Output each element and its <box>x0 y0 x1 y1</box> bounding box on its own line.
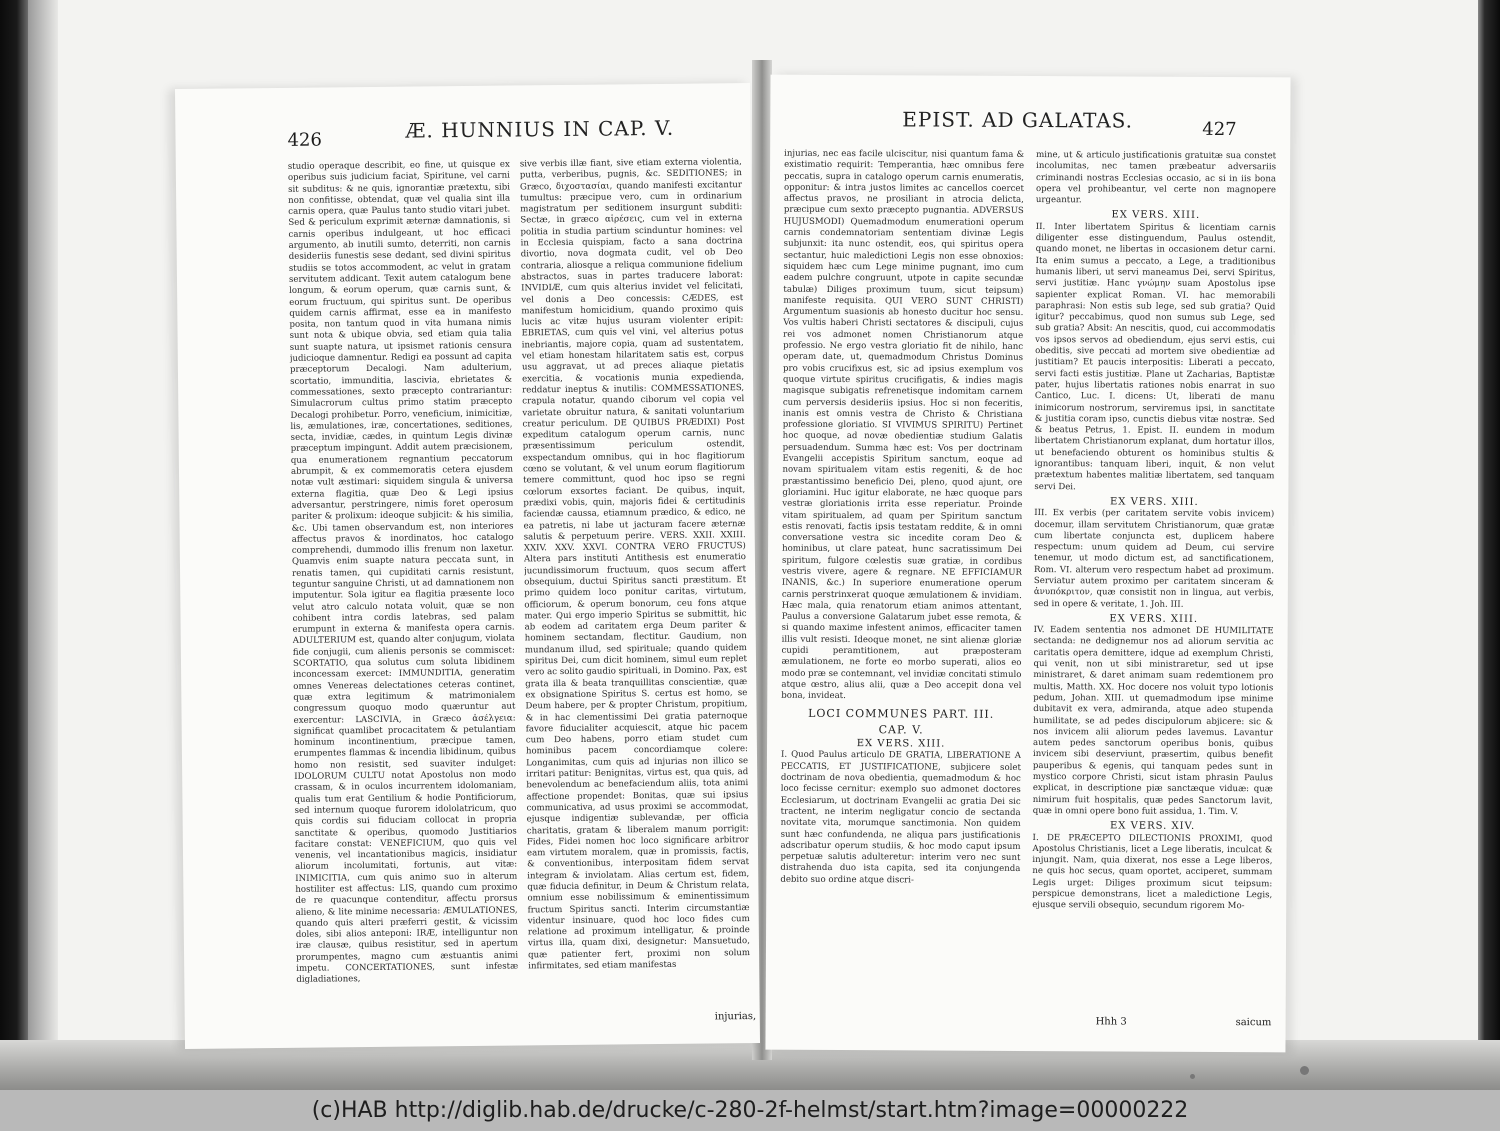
section-text-3: IV. Eadem sententia nos admonet DE HUMILITATE sectanda: ne dedignemur nos ad aliorum servitia ac caritatis opera demittere, idque ad exemplum Christi, qui venit, non ut sibi ministraretur, sed ut ipse ministraret, & daret animam suam redemtionem pro multis, Matth. XX. Hoc docere nos voluit typo lotionis pedum, Johan. XIII. ut quemadmodum ipse minime dubitavit ex vera, admiranda, atque adeo stupenda humilitate, se ad pedes discipulorum abjicere: sic & nos invicem alii aliorum pedes lavemus. Lavantur autem pedes sanctorum operibus bonis, quibus invicem sibi deserviunt, præsertim, quibus benefit pauperibus & egenis, qui tanquam pedes sunt in mystico corpore Christi, sicut istam phrasin Paulus explicat, in descriptione piæ sanctæque viduæ: quæ nimirum fuit hospitalis, quæ pedes Sanctorum lavit, quæ in omni opere bono fuit assidua, 1. Tim. V. <box>1032 625 1274 818</box>
scan-speck <box>1190 1074 1195 1079</box>
section-heading-2: EX VERS. XIII. <box>1109 496 1199 508</box>
scanner-edge-right <box>1478 0 1500 1090</box>
scanner-edge-left <box>0 0 28 1090</box>
right-column-2 <box>1032 150 1276 1011</box>
section-heading-3: EX VERS. XIII. <box>1109 613 1199 625</box>
right-column-1 <box>780 149 1025 1040</box>
right-page-number: 427 <box>1202 118 1237 141</box>
right-col1-text: injurias, nec eas facile ulciscitur, nisi quantum fama & existimatio requirit: Temperantia, hæc omnibus fere peccatis, supra in catalogo operum carnis enumeratis, opponitur: & intra justos limites ac cancellos coercet affectus pravos, ne prosiliant in atrocia delicta, præcipue cum sexto præcepto pugnantia. ADVERSUS HUJUSMODI) Quemadmodum enumerationi operum carnis condemnatoriam sententiam divinæ Legis subjunxit: ita nunc ostendit, eos, qui spiritus opera sectantur, huic maledictioni Legis non esse obnoxios: siquidem hæc cum Lege minime pugnant, imo cum eadem pulchre congruunt, utpote in capite secundæ tabulæ) Diliges proximum tuum, sicut teipsum) manifeste requisita. QUI VERO SUNT CHRISTI) Argumentum suasionis ab honesto ducitur hoc sensu. Vos vultis haberi Christi sectatores & discipuli, cujus rei vos admonet nomen Christianorum atque professio. Ne ergo vestra gloriatio fit de nihilo, hanc operam date, ut, quemadmodum Christus Dominus pro vobis crucifixus est, sic ad ipsius exemplum vos quoque virtute spiritus crucifigatis, & indies magis magisque subigatis refrenetisque indomitam carnem cum perversis desideriis ipsius. Hoc si non feceritis, inanis est omnis vestra de Christo & Christiana professione gloriatio. SI VIVIMUS SPIRITU) Pertinet hoc quoque, ad novæ obedientiæ studium Galatis persuadendum. Summa hæc est: Vos per doctrinam Evangelii accepistis Spiritum sanctum, eoque ad novam spiritualem vitam estis regeniti, & de hoc præstantissimo beneficio Dei, pleno, quod ajunt, ore gloriamini. Huc igitur elaborate, ne hæc quoque pars vestræ gloriationis irrita esse reperiatur. Proinde vitam spiritualem, ad quam per Spiritum sanctum estis renovati, factis ipsis testatam reddite, & in omni conversatione vestra sic incedite coram Deo & hominibus, ut clare pateat, hunc sacratissimum Dei spiritum, fulgore cœlestis suæ gratiæ, in cordibus vestris vivere, agere & regnare. NE EFFICIAMUR INANIS, &c.) In superiore enumeratione operum carnis perstrinxerat quoque æmulationem & invidiam. Hæc mala, quia renatorum etiam animos attentant, Paulus a conversione Galatarum jubet esse remota, & si quando maxime infestent animos, efficaciter tamen illis vult resisti. Ideoque monet, ne sint alienæ gloriæ cupidi peramtitionem, aut præposteram æmulationem, ne forte eo morbo superati, alios eo modo præ se contemnant, vel invidiæ concitati stimulo atque œstro, alius alii, quæ a Deo accepit dona vel bona, invideat. <box>781 148 1025 702</box>
loci-part-heading: LOCI COMMUNES PART. III. <box>808 706 995 721</box>
right-page <box>765 75 1290 1053</box>
section-text-4: I. DE PRÆCEPTO DILECTIONIS PROXIMI, quod Apostolus Christianis, licet a Lege liberatis, inculcat & injungit. Nam, quia dixerat, nos esse a Lege liberos, ne quis hoc secus, quam oportet, acciperet, summam Legis urget: Diliges proximum sicut teipsum: perspicue demonstrans, licet a maledictione Legis, ejusque servili obsequio, secundum rigorem Mo- <box>1032 832 1273 912</box>
right-col2-top-text: mine, ut & articulo justificationis gratuitæ sua constet incolumitas, nec tamen præbeatur adversariis criminandi nostras Ecclesias occasio, ac si in iis bona opera vel prohibeantur, vel certe non magnopere urgeantur. <box>1035 150 1277 206</box>
section-heading-1: EX VERS. XIII. <box>1111 209 1201 222</box>
left-col1-text: studio operaque describit, eo fine, ut quisque ex operibus suis judicium faciat, Spiritune, vel carni sit subditus: & ne quis, ignorantiæ prætextu, sibi non confitisse, obtendat, quæ vel qualia sint illa carnis opera, quæ Paulus tanto studio vitari jubet. Sed & periculum exprimit æternæ damnationis, si carnis operibus indulgeant, ut hoc efficaci argumento, ab inutili sumto, deterriti, non carnis desideriis funestis sese dedant, sed divini spiritus studiis se totos accommodent, ac velut in gratam servitutem addicant. Texit autem catalogum bene longum, & eorum operum, quæ carnis sunt, & eorum fructuum, qui spiritus sunt. De operibus quidem carnis affirmat, esse ea in manifesto posita, non tantum quod in vita humana nimis sunt nota & ubique obvia, sed etiam quia talia sunt suapte natura, ut ipsismet rationis censura judicioque damnentur. Redigi ea possunt ad capita præceptorum Decalogi. Nam adulterium, scortatio, immunditia, lascivia, ebrietates & commessationes, sexto præcepto contrariantur: Simulacrorum cultus primo statim præcepto Decalogi prohibetur. Porro, veneficium, inimicitiæ, lis, æmulationes, iræ, concertationes, seditiones, secta, invidiæ, cædes, in quintum Legis divinæ præceptum impingunt. Addit autem præcisionem, qua enumerationem regnantium peccatorum abrumpit, & ex commemoratis cetera ejusdem notæ vult æstimari: siquidem singula & universa externa flagitia, quæ Deo & Legi ipsius adversantur, perstringere, nimis foret operosum pariter & prolixum: ideoque subjicit: & his similia, &c. Ubi tamen observandum est, non interiores affectus pravos & inordinatos, hoc catalogo comprehendi, dummodo illis frenum non laxetur. Quamvis enim suapte natura peccata sunt, in renatis tamen, qui cupiditati carnis resistunt, teguntur sanguine Christi, ut ad damnationem non imputentur. Sola igitur ea flagitia præsente loco velut atro calculo notata voluit, quæ se non cohibent intra cordis latebras, sed palam erumpunt in externa & manifesta opera carnis. ADULTERIUM est, quando alter conjugum, violata fide conjugii, cum alienis personis se commiscet: SCORTATIO, qua solutus cum soluta libidinem inconcessam exercet: IMMUNDITIA, generatim omnes Venereas delectationes ceteras continet, quæ extra legitimum & matrimonialem congressum quoquo modo quæruntur aut exercentur: LASCIVIA, in Græco ἀσέλγεια: significat quamlibet procacitatem & petulantiam hominum incontinentium, præcipue tamen, erumpentes flammas & incendia libidinum, quibus homo non resistit, sed suaviter indulget: IDOLORUM CULTU notat Apostolus non modo crassam, & in oculos incurrentem idolomaniam, qualis tum erat Gentilium & hodie Pontificiorum, sed internum quoque furorem idololatricum, quo quis cordis sui fiduciam collocat in propria sanctitate & operibus, quomodo Justitiarios facitare constat: VENEFICIUM, quo quis vel venenis, vel incantationibus magicis, insidiatur aliorum incolumitati, fortunis, aut vitæ: INIMICITIA, cum quis animo suo in alterum hostiliter est affectus: LIS, quando cum proximo de re quacunque contenditur, affectu prorsus alieno, & lite minime necessaria: ÆMULATIONES, quando quis alteri præferri gestit, & vicissim doles, sibi alios anteponi: IRÆ, intelliguntur non iræ clausæ, quibus resistitur, sed in apertum prorumpentes, magno cum æstuantis animi impetu. CONCERTATIONES, sunt infestæ digladiationes, <box>287 159 519 986</box>
right-col1-bottom-text: I. Quod Paulus articulo DE GRATIA, LIBERATIONE A PECCATIS, ET JUSTIFICATIONE, subjicere solet doctrinam de nova obedientia, quemadmodum & hoc loco fecisse cernitur: exemplo suo admonet doctores Ecclesiarum, ut doctrinam Evangelii ac gratia Dei sic tractent, ne interim negligatur concio de sectanda novitate vita, morumque sanctimonia. Non quidem sunt hæc confundenda, ne aliqua pars justificationis adscribatur operum studiis, & hoc modo caput ipsum perpetuæ salutis adulteretur: interim vero nec sunt distrahenda duo ista capita, sed ita conjungenda debito suo ordine atque discri- <box>780 750 1022 886</box>
cap-heading: CAP. V. <box>878 723 924 737</box>
section-text-1: II. Inter libertatem Spiritus & licentiam carnis diligenter esse distinguendum, Paulus ostendit, quando monet, ne libertas in occasionem detur carni. Ita enim sumus a peccato, a Lege, a traditionibus humanis liberi, ut servi maneamus Dei, servi Spiritus, servi justitiæ. Hanc γνώμην suam Apostolus ipse sapienter explicat Roman. VI. hac memorabili paraphrasi: Non estis sub lege, sed sub gratia? Quid igitur? peccabimus, quod non sumus sub Lege, sed sub gratia? Absit: An nescitis, quod, cui accommodatis vos ipsos servos ad obediendum, ejus servi estis, cui obeditis, sive peccati ad mortem sive obedientiæ ad justitiam? Et paucis interpositis: Liberati a peccato, servi facti estis justitiæ. Plane ut Zacharias, Baptistæ pater, hujus libertatis rationes nobis enarrat in suo Cantico, Luc. I. dicens: Ut, liberati de manu inimicorum nostrorum, serviremus ipsi, in sanctitate & justitia coram ipso, cunctis diebus vitæ nostræ. Sed & beatus Petrus, 1. Epist. II. eundem in modum libertatem Christianorum explanat, dum hortatur illos, ut benefaciendo obturent os hominibus stultis & ignorantibus: tanquam liberi, inquit, & non velut prætextum habentes malitiæ libertatem, sed tanquam servi Dei. <box>1034 221 1276 492</box>
left-column-1 <box>288 160 519 1028</box>
right-catchword: saicum <box>1235 1017 1272 1029</box>
section-text-2: III. Ex verbis (per caritatem servite vobis invicem) docemur, illam servitutem Christianorum, quæ gratæ cum libertate conjuncta est, duplicem habere respectum: unum quidem ad Deum, cui servire tenemur, ut modo dictum est, ad sanctificationem, Rom. VI. alterum vero respectum habet ad proximum. Serviatur autem proximo per caritatem sinceram & ἀνυπόκριτον, quæ consistit non in lingua, aut verbis, sed in opere & veritate, 1. Joh. III. <box>1033 508 1275 610</box>
right-running-head: EPIST. AD GALATAS. <box>902 107 1134 133</box>
signature-mark: Hhh 3 <box>1095 1016 1127 1028</box>
left-catchword: injurias, <box>714 1011 757 1023</box>
vers-heading: EX VERS. XIII. <box>856 738 946 750</box>
left-page <box>175 83 760 1049</box>
footer-attribution: (c)HAB http://diglib.hab.de/drucke/c-280-2f-helmst/start.htm?image=00000222 <box>311 1098 1189 1123</box>
scan-speck <box>1300 1066 1309 1075</box>
scanner-shadow-left <box>28 0 58 1090</box>
left-column-2 <box>520 157 751 1011</box>
left-page-number: 426 <box>287 129 323 151</box>
left-col2-text: sive verbis illæ fiant, sive etiam externa violentia, putta, verberibus, pugnis, &c. SEDITIONES; in Græco, διχοστασίαι, quando manifesti excitantur tumultus: præcipue vero, cum in ordinarium magistratum per seditionem insurgunt subditi: Sectæ, in græco αἱρέσεις, cum vel in externa politia in studia partium scinduntur homines: vel in Ecclesia quispiam, facto a sana doctrina divortio, nova dogmata cudit, vel ob Deo contraria, aliosque a reliqua communione fidelium abstractos, suas in partes traducere laborat: INVIDIÆ, cum quis alterius invidet vel felicitati, vel donis a Deo concessis: CÆDES, est manifestum homicidium, quando proximo quis lucis ac vitæ hujus usuram violenter eripit: EBRIETAS, cum quis vel vini, vel alterius potus inebriantis, majore copia, quam ad sustentatem, vel etiam honestam hilaritatem satis est, corpus usu aggravat, ut ad preces aliaque pietatis exercitia, & vocationis munia expedienda, reddatur ineptus & inutilis: COMMESSATIONES, crapula notatur, quando ciborum vel copia vel varietate obruitur natura, & sanitati voluntarium creatur periculum. DE QUIBUS PRÆDIXI) Post expeditum catalogum operum carnis, nunc præsentissimum periculum ostendit, exspectandum omnibus, qui in hoc flagitiorum cœno se volutant, & vel unum eorum flagitiorum temere committunt, quod hoc ipso se regni cœlorum exsortes faciant. De quibus, inquit, prædixi vobis, quin, majoris fidei & certitudinis faciendæ caussa, etiamnum prædico, & edico, ne ea patretis, ni labe ut jacturam facere æternæ salutis & perpetuum perire. VERS. XXII. XXIII. XXIV. XXV. XXVI. CONTRA VERO FRUCTUS) Altera pars instituti Antithesis est enumeratio jucundissimorum fructuum, quos secum affert obsequium, ductui Spiritus sancti præstitum. Et primo quidem loco ponitur caritas, virtutum, officiorum, & operum bonorum, ceu fons atque mater. Qui ergo imperio Spiritus se submittit, hic ab eodem ad caritatem erga Deum pariter & hominem sectandam, flectitur. Gaudium, non mundanum illud, sed spirituale; quando quidem spiritus Dei, cum dicit hominem, simul eum replet vero ac solito gaudio spirituali, in Domino. Pax, est grata illa & beata tranquillitas conscientiæ, quæ ex obsignatione Spiritus S. certus est homo, se Deum habere, per & propter Christum, propitium, & in hac clementissimi Dei gratia paternoque favore fiducialiter acquiescit, atque hic pacem cum Deo habens, porro etiam studet cum hominibus pacem concordiamque colere: Longanimitas, cum quis ad injurias non illico se irritari patitur: Benignitas, virtus est, qua quis, ad benevolendum ac benefaciendum aliis, tota animi affectione propendet: Bonitas, quæ sui ipsius communicativa, ad usus proximi se accommodat, ejusque indigentiæ sublevandæ, per officia charitatis, gratam & liberalem manum porrigit: Fides, Fidei nomen hoc loco significare arbitror eam virtutem moralem, quæ in promissis, factis, & conventionibus, interpositam fidem servat integram & inviolatam. Alias certum est, fidem, quæ fiducia definitur, in Deum & Christum relata, omnium esse nobilissimum & eminentissimum fructum Spiritus sancti. Interim circumstantiæ videntur insinuare, quod hoc loco fides cum relatione ad proximum intelligatur, & proinde virtus illa, quam dixi, designetur: Mansuetudo, quæ patienter fert, proximi non solum infirmitates, sed etiam manifestas <box>519 157 751 972</box>
left-running-head: Æ. HUNNIUS IN CAP. V. <box>405 115 675 143</box>
section-heading-4: EX VERS. XIV. <box>1109 820 1196 833</box>
